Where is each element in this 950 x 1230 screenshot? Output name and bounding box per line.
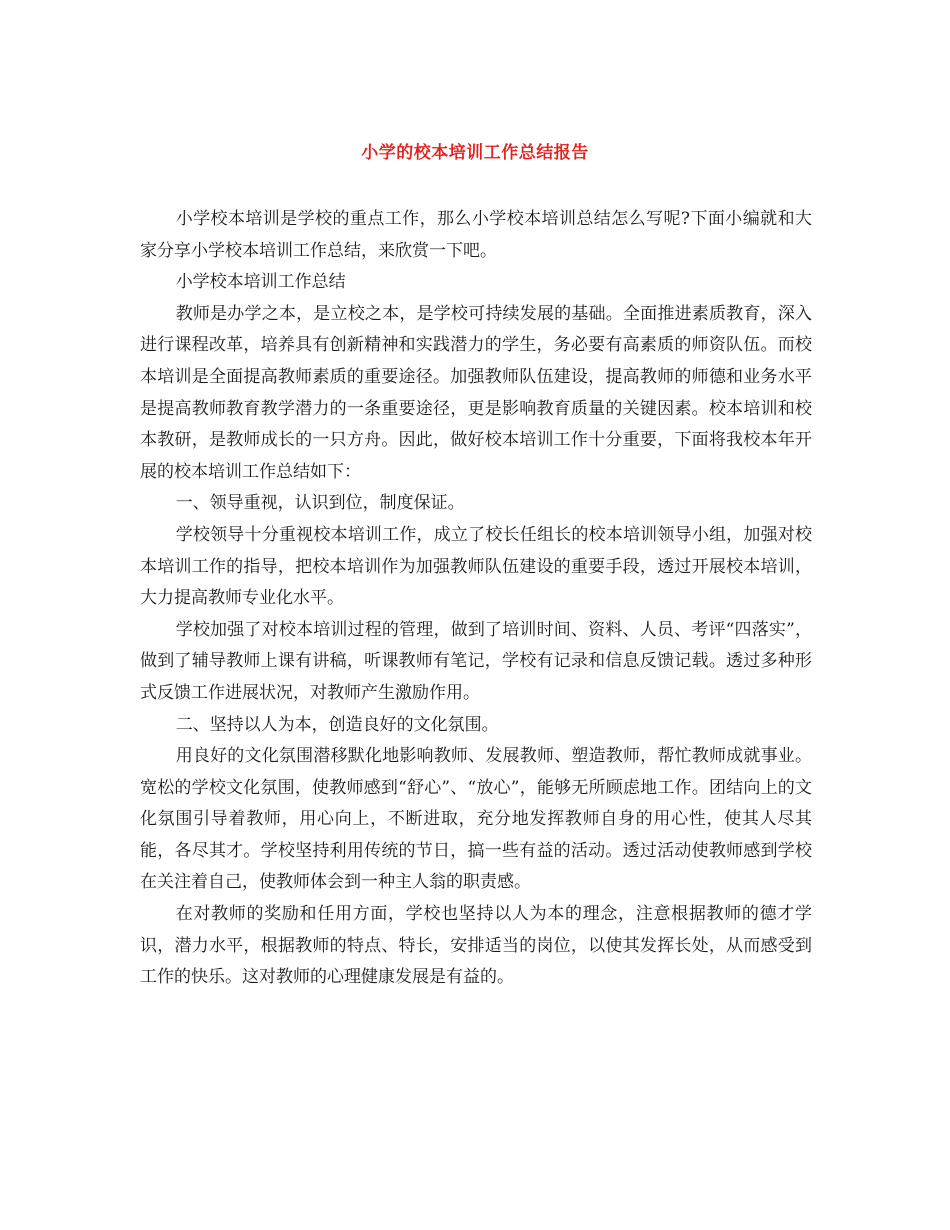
document-body [140,204,812,994]
paragraph-rewards: 在对教师的奖励和任用方面，学校也坚持以人为本的理念，注意根据教师的德才学识，潜力水平，根据教师的特点、特长，安排适当的岗位，以使其发挥长处，从而感受到工作的快乐。这对教师的心理健康发展是有益的。 [140,904,812,988]
paragraph-leadership: 学校领导十分重视校本培训工作，成立了校长任组长的校本培训领导小组，加强对校本培训工作的指导，把校本培训作为加强教师队伍建设的重要手段，透过开展校本培训，大力提高教师专业化水平。 [140,524,812,609]
paragraph-management: 学校加强了对校本培训过程的管理，做到了培训时间、资料、人员、考评“四落实”，做到了辅导教师上课有讲稿，听课教师有笔记，学校有记录和信息反馈记载。透过多种形式反馈工作进展状况，对教师产生激励作用。 [140,619,812,703]
section-heading-1: 一、领导重视，认识到位，制度保证。 [175,493,465,514]
document-title: 小学的校本培训工作总结报告 [361,143,589,163]
paragraph-subtitle: 小学校本培训工作总结 [175,272,346,293]
paragraph-intro: 小学校本培训是学校的重点工作，那么小学校本培训总结怎么写呢?下面小编就和大家分享小学校本培训工作总结，来欣赏一下吧。 [140,209,812,261]
paragraph-overview: 教师是办学之本，是立校之本，是学校可持续发展的基础。全面推进素质教育，深入进行课程改革，培养具有创新精神和实践潜力的学生，务必要有高素质的师资队伍。而校本培训是全面提高教师素质的重要途径。加强教师队伍建设，提高教师的师德和业务水平是提高教师教育教学潜力的一条重要途径，更是影响教育质量的关键因素。校本培训和校本教研，是教师成长的一只方舟。因此，做好校本培训工作十分重要，下面将我校本年开展的校本培训工作总结如下： [140,303,812,482]
section-heading-2: 二、坚持以人为本，创造良好的文化氛围。 [175,714,499,735]
paragraph-culture: 用良好的文化氛围潜移默化地影响教师、发展教师、塑造教师，帮忙教师成就事业。宽松的学校文化氛围，使教师感到“舒心”、“放心”，能够无所顾虑地工作。团结向上的文化氛围引导着教师，用心向上，不断进取，充分地发挥教师自身的用心性，使其人尽其能，各尽其才。学校坚持利用传统的节日，搞一些有益的活动。透过活动使教师感到学校在关注着自己，使教师体会到一种主人翁的职责感。 [140,746,812,893]
